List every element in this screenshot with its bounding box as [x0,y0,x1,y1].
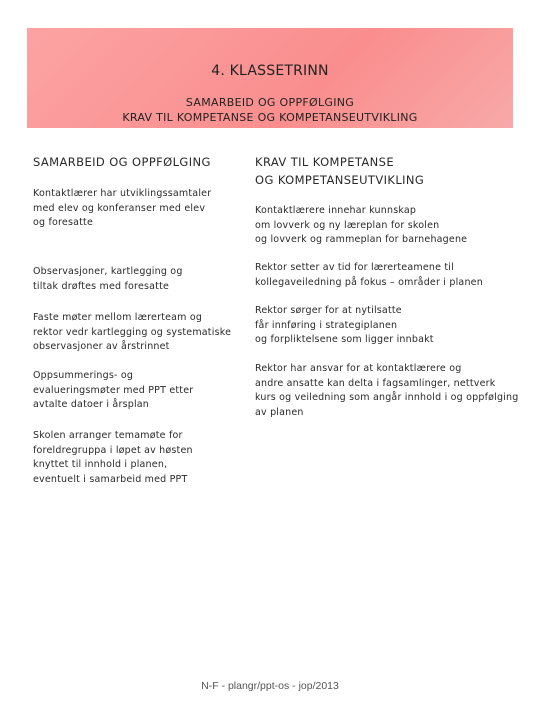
left-item-4 [33,369,193,413]
text-line: eventuelt i samarbeid med PPT [33,473,188,485]
right-item-2 [255,261,483,290]
text-line: Skolen arranger temamøte for [33,430,183,441]
text-line: og lovverk og rammeplan for barnehagene [255,234,468,245]
right-heading-line-1: KRAV TIL KOMPETANSE [255,155,395,169]
text-line: og foresatte [33,217,94,228]
left-item-1 [33,187,211,231]
right-item-4 [255,362,519,420]
text-line: observasjoner av årstrinnet [33,341,170,352]
text-line: om lovverk og ny læreplan for skolen [255,219,440,231]
right-item-1 [255,204,467,248]
left-column-heading: SAMARBEID OG OPPFØLGING [33,155,211,169]
page-title: 4. KLASSETRINN [211,63,329,79]
left-item-2 [33,265,183,294]
title-banner [27,28,513,128]
text-line: Oppsummerings- og [33,370,134,381]
text-line: og forpliktelsene som ligger innbakt [255,334,434,345]
text-line: foreldregruppa i løpet av høsten [33,444,193,456]
right-column-heading [255,153,424,189]
text-line: tiltak drøftes med foresatte [33,280,170,292]
text-line: Rektor sørger for at nytilsatte [255,305,402,316]
text-line: avtalte datoer i årsplan [33,399,150,410]
text-line: får innføring i strategiplanen [255,319,398,331]
text-line: kurs og veiledning som angår innhold i og oppfølging [255,392,519,403]
text-line: evalueringsmøter med PPT etter [33,384,194,396]
left-item-5 [33,429,193,487]
text-line: andre ansatte kan delta i fagsamlinger, nettverk [255,377,496,389]
text-line: med elev og konferanser med elev [33,202,206,214]
text-line: kollegaveiledning på fokus – områder i planen [255,276,483,288]
text-line: knyttet til innhold i planen, [33,459,168,470]
footer-text: N-F - plangr/ppt-os - jop/2013 [201,680,339,692]
page-subtitle [27,95,513,125]
subtitle-line-1: SAMARBEID OG OPPFØLGING [185,96,355,109]
right-heading-line-2: OG KOMPETANSEUTVIKLING [255,173,425,187]
text-line: Rektor setter av tid for lærerteamene til [255,262,454,273]
text-line: Faste møter mellom lærerteam og [33,312,203,323]
text-line: rektor vedr kartlegging og systematiske [33,326,232,338]
text-line: Observasjoner, kartlegging og [33,266,183,277]
text-line: av planen [255,406,304,418]
text-line: Rektor har ansvar for at kontaktlærere og [255,363,462,374]
text-line: Kontaktlærer har utviklingssamtaler [33,188,212,199]
left-item-3 [33,311,231,355]
text-line: Kontaktlærere innehar kunnskap [255,205,417,216]
subtitle-line-2: KRAV TIL KOMPETANSE OG KOMPETANSEUTVIKLING [122,111,418,124]
right-item-3 [255,304,434,348]
